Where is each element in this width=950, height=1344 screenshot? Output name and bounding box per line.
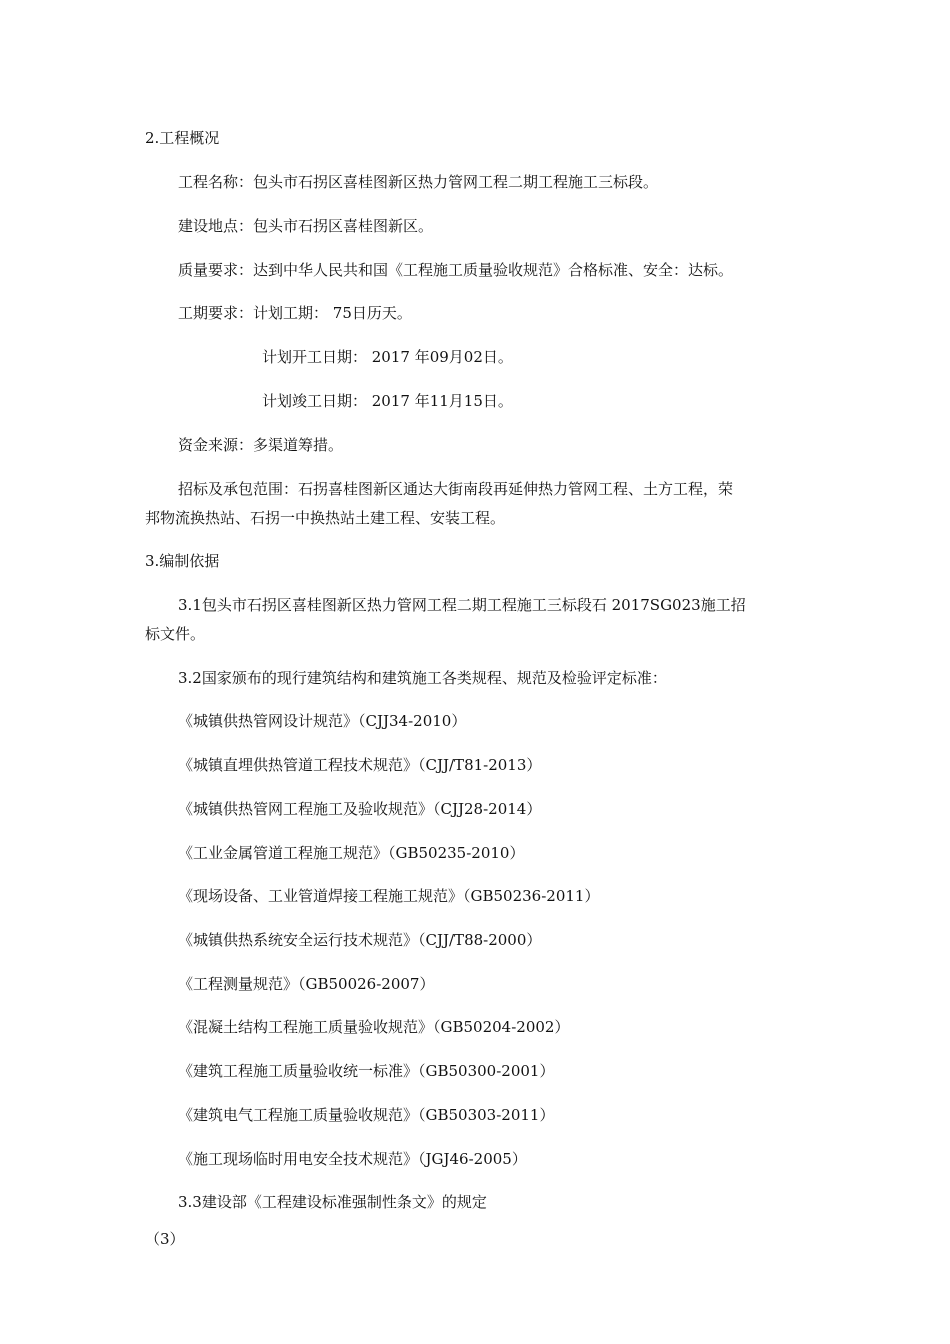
scope-line-2: 邦物流换热站、石拐一中换热站土建工程、安装工程。 [145,509,506,527]
planned-end-date: 计划竣工日期： 2017 年11月15日。 [262,392,513,410]
standard-item: 《城镇供热系统安全运行技术规范》（CJJ/T88-2000） [178,931,542,949]
standard-item: 《施工现场临时用电安全技术规范》（JGJ46-2005） [178,1150,527,1168]
item-3-1-line-2: 标文件。 [145,625,206,643]
planned-start-date: 计划开工日期： 2017 年09月02日。 [262,348,513,366]
standard-item: 《建筑工程施工质量验收统一标准》（GB50300-2001） [178,1062,555,1080]
quality-requirement: 质量要求：达到中华人民共和国《工程施工质量验收规范》合格标准、安全：达标。 [178,261,734,279]
standard-item: 《工业金属管道工程施工规范》（GB50235-2010） [178,844,525,862]
section-heading-overview: 2.工程概况 [145,129,220,147]
standard-item: 《城镇供热管网设计规范》（CJJ34-2010） [178,712,467,730]
item-3-3: 3.3建设部《工程建设标准强制性条文》的规定 [178,1193,487,1211]
section-heading-basis: 3.编制依据 [145,552,220,570]
duration-requirement: 工期要求：计划工期： 75日历天。 [178,304,412,322]
item-3-1-line-1: 3.1包头市石拐区喜桂图新区热力管网工程二期工程施工三标段石 2017SG023施工招 [178,596,746,614]
item-3-2: 3.2国家颁布的现行建筑结构和建筑施工各类规程、规范及检验评定标准： [178,669,667,687]
project-name: 工程名称：包头市石拐区喜桂图新区热力管网工程二期工程施工三标段。 [178,173,659,191]
funding-source: 资金来源：多渠道筹措。 [178,436,344,454]
standard-item: 《混凝土结构工程施工质量验收规范》（GB50204-2002） [178,1018,570,1036]
standard-item: 《工程测量规范》（GB50026-2007） [178,975,435,993]
construction-location: 建设地点：包头市石拐区喜桂图新区。 [178,217,434,235]
scope-line-1: 招标及承包范围：石拐喜桂图新区通达大街南段再延伸热力管网工程、土方工程，荣 [178,480,734,498]
standard-item: 《城镇供热管网工程施工及验收规范》（CJJ28-2014） [178,800,542,818]
standard-item: 《城镇直埋供热管道工程技术规范》（CJJ/T81-2013） [178,756,542,774]
standard-item: 《建筑电气工程施工质量验收规范》（GB50303-2011） [178,1106,555,1124]
page-number: （3） [145,1230,185,1248]
standard-item: 《现场设备、工业管道焊接工程施工规范》（GB50236-2011） [178,887,600,905]
